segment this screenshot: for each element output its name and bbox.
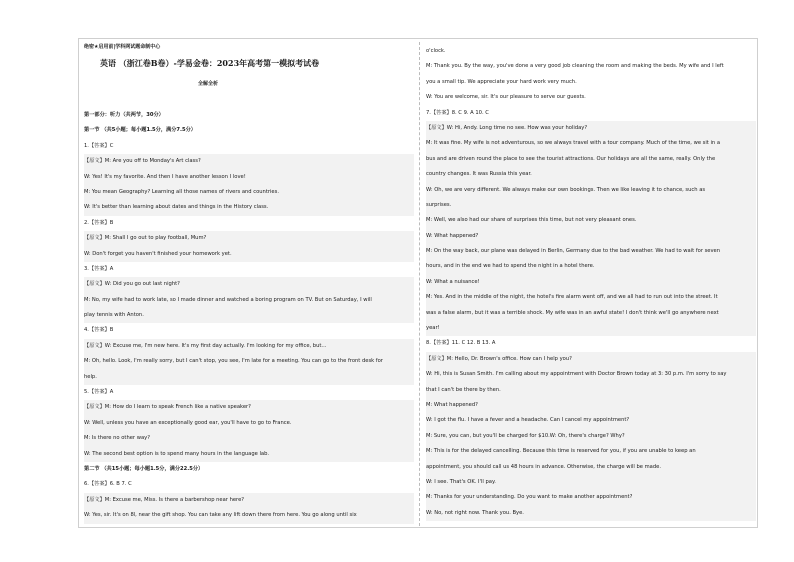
left-line: play tennis with Anton. [84,308,414,323]
right-line: hours, and in the end we had to spend the night in a hotel there. [426,259,756,274]
left-line: 6.【答案】6. B 7. C [84,481,132,488]
right-line: that I can't be there by then. [426,383,756,398]
right-line: M: It was fine. My wife is not adventurous, so we always travel with a tour company. Much of the time, we sit in a [426,136,756,151]
left-line: M: No, my wife had to work late, so I made dinner and watched a boring program on TV. But on Saturday, I will [84,293,414,308]
left-line: W: Don't forget you haven't finished your homework yet. [84,247,414,262]
left-line: 3.【答案】A [84,265,114,272]
right-line: o'clock. [426,48,446,54]
left-line: W: Yes, sir. It's on 8l, near the gift shop. You can take any lift down there from here. You go along until six [84,508,414,523]
left-line: M: Oh, hello. Look, I'm really sorry, but I can't stop, you see, I'm late for a meeting. You can go to the front desk for [84,354,414,369]
right-line: W: I got the flu. I have a fever and a headache. Can I cancel my appointment? [426,413,756,428]
page-title: 英语 （浙江卷B卷）-学易金卷：2023年高考第一模拟考试卷 [100,58,320,68]
left-line: 【原文】M: Are you off to Monday's Art class? [84,154,414,169]
right-line: country changes. It was Russia this year. [426,167,756,182]
left-line: 【原文】W: Excuse me, I'm new here. It's my first day actually. I'm looking for my office, but... [84,339,414,354]
left-line: 【原文】W: Did you go out last night? [84,277,414,292]
right-line: M: Thanks for your understanding. Do you want to make another appointment? [426,490,756,505]
right-line: M: Yes. And in the middle of the night, the hotel's fire alarm went off, and we all had to run out into the street. It [426,290,756,305]
right-line: 8.【答案】11. C 12. B 13. A [426,340,496,347]
left-line: 5.【答案】A [84,389,114,396]
right-line: M: This is for the delayed cancelling. Because this time is reserved for you, if you are unable to keep an [426,444,756,459]
right-line: you a small tip. We appreciate your hard work very much. [426,78,577,85]
right-line: W: I see. That's OK. I'll pay. [426,475,756,490]
left-line: M: You mean Geography? Learning all those names of rivers and countries. [84,185,414,200]
page-subtitle: 全解全析 [198,81,219,87]
left-column [84,108,414,524]
left-line: 1.【答案】C [84,142,114,149]
right-line: W: What a nuisance! [426,275,756,290]
right-line: M: Well, we also had our share of surprises this time, but not very pleasant ones. [426,213,756,228]
left-line: 【原文】M: Shall I go out to play football, Mum? [84,231,414,246]
right-line: was a false alarm, but it was a terrible shock. My wife was in an awful state! I don't think we'll go anywhere next [426,306,756,321]
right-line: surprises. [426,198,756,213]
right-line: 【原文】W: Hi, Andy. Long time no see. How was your holiday? [426,121,756,136]
right-line: M: Sure, you can, but you'll be charged for $10.W: Oh, there's charge? Why? [426,429,756,444]
right-line: appointment, you should call us 48 hours in advance. Otherwise, the charge will be made. [426,460,756,475]
column-divider [419,42,420,526]
right-line: 7.【答案】8. C 9. A 10. C [426,109,489,116]
left-line: 第一部分：听力（共两节，30分） [84,112,164,118]
left-line: W: Well, unless you have an exceptionally good ear, you'll have to go to France. [84,416,414,431]
right-line: M: What happened? [426,398,756,413]
left-line: W: Yes! It's my favorite. And then I have another lesson I love! [84,170,414,185]
left-line: M: Is there no other way? [84,431,414,446]
right-line: M: Thank you. By the way, you've done a very good job cleaning the room and making the beds. My wife and I left [426,63,724,70]
right-line: year! [426,321,756,336]
left-line: W: It's better than learning about dates and things in the History class. [84,200,414,215]
right-line: W: You are welcome, sir. It's our pleasure to serve our guests. [426,94,586,101]
right-line: M: On the way back, our plane was delayed in Berlin, Germany due to the bad weather. We had to wait for seven [426,244,756,259]
right-line: 【原文】M: Hello, Dr. Brown's office. How can I help you? [426,352,756,367]
left-line: 2.【答案】B [84,219,114,226]
header-note: 绝密★启用前|学科网试题命制中心 [84,44,161,50]
right-column [426,44,756,521]
right-line: W: What happened? [426,229,756,244]
left-line: 【原文】M: How do I learn to speak French like a native speaker? [84,400,414,415]
right-line: W: Hi, this is Susan Smith. I'm calling about my appointment with Doctor Brown today at 3: 30 p.m. I'm sorry to say [426,367,756,382]
right-line: W: No, not right now. Thank you. Bye. [426,506,756,521]
left-line: 第一节 （共5小题；每小题1.5分，满分7.5分） [84,127,196,134]
right-line: bus and are driven round the place to see the tourist attractions. Our holidays are all the same, really. Only the [426,152,756,167]
right-line: W: Oh, we are very different. We always make our own bookings. Then we like leaving it to chance, such as [426,183,756,198]
left-line: W: The second best option is to spend many hours in the language lab. [84,447,414,462]
left-line: help. [84,370,414,385]
left-line: 第二节 （共15小题；每小题1.5分，满分22.5分） [84,465,204,472]
left-line: 【原文】M: Excuse me, Miss. Is there a barbershop near here? [84,493,414,508]
left-line: 4.【答案】B [84,327,114,334]
